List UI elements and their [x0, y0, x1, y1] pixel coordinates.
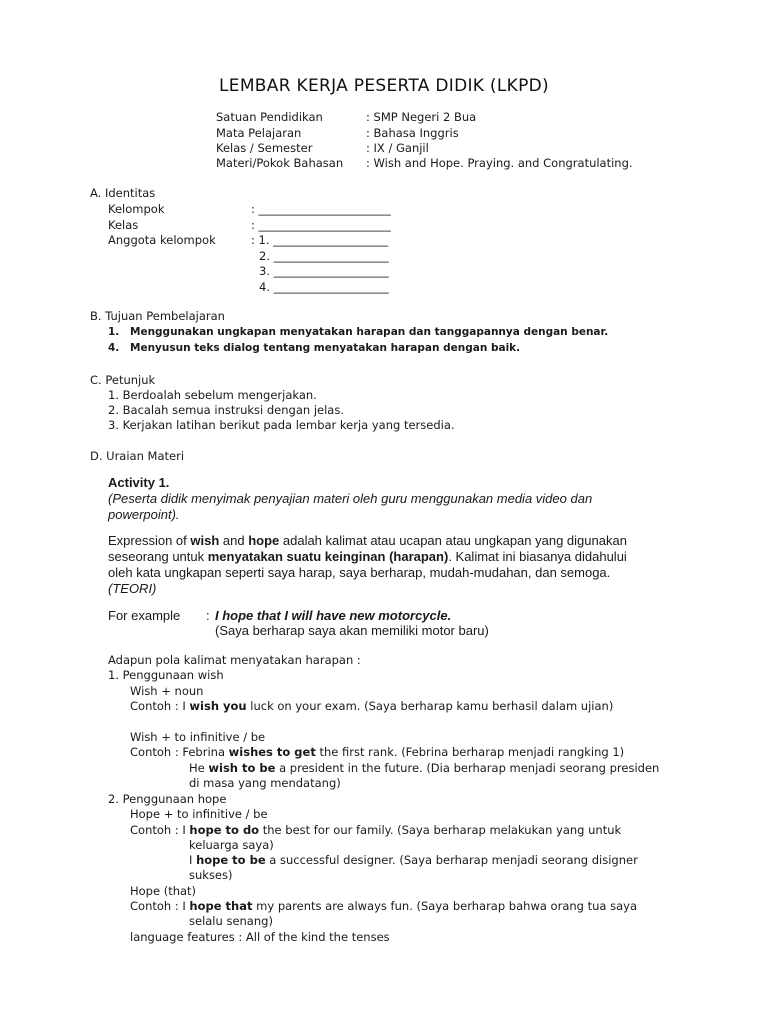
example-line — [130, 699, 613, 714]
info-label: Kelas / Semester — [216, 141, 313, 155]
example-line: selalu senang) — [189, 914, 273, 928]
text-run: the first rank. (Febrina berharap menjadi rangking 1) — [315, 745, 625, 759]
text-run: . Kalimat ini biasanya didahului — [448, 549, 627, 564]
text-run: hope to do — [189, 823, 260, 837]
text-run: wishes to get — [228, 745, 316, 759]
text-run: wish to be — [208, 761, 276, 775]
list-item: 3. Kerjakan latihan berikut pada lembar kerja yang tersedia. — [108, 418, 455, 432]
example-line — [189, 853, 638, 868]
example-label: For example — [108, 608, 181, 623]
example-line — [189, 761, 659, 776]
kelompok-label: Kelompok — [108, 202, 165, 216]
text-run: Contoh : I — [130, 899, 190, 913]
text-run: hope to be — [196, 853, 266, 867]
list-number: 1. — [108, 326, 120, 338]
text-run: menyatakan suatu keinginan (harapan) — [207, 549, 449, 564]
language-features: language features : All of the kind the tenses — [130, 930, 390, 944]
text-run: hope — [248, 533, 280, 548]
example-colon: : — [206, 608, 210, 623]
text-run: Contoh : I — [130, 699, 190, 713]
text-run: and — [219, 533, 249, 548]
text-run: hope that — [189, 899, 253, 913]
activity-note: powerpoint). — [108, 507, 180, 522]
pattern-line: Wish + to infinitive / be — [130, 730, 266, 744]
page-title: LEMBAR KERJA PESERTA DIDIK (LKPD) — [219, 76, 549, 96]
text-run: adalah kalimat atau ucapan atau ungkapan yang digunakan — [279, 533, 627, 548]
text-run: Contoh : Febrina — [130, 745, 229, 759]
theory-tag: (TEORI) — [108, 581, 157, 596]
example-line — [130, 745, 624, 760]
theory-line — [108, 533, 627, 549]
info-label: Materi/Pokok Bahasan — [216, 156, 344, 170]
example-line — [130, 899, 637, 914]
hope-heading: 2. Penggunaan hope — [108, 792, 227, 806]
example-line: sukses) — [189, 868, 233, 882]
wish-heading: 1. Penggunaan wish — [108, 668, 224, 682]
kelas-field[interactable]: : _______________________ — [251, 218, 391, 232]
anggota-field[interactable]: : 1. ____________________ — [251, 233, 389, 247]
anggota-field[interactable]: 4. ____________________ — [259, 280, 389, 294]
theory-line — [108, 549, 627, 565]
text-run: my parents are always fun. (Saya berharap bahwa orang tua saya — [252, 899, 637, 913]
anggota-label: Anggota kelompok — [108, 233, 216, 247]
text-run: luck on your exam. (Saya berharap kamu berhasil dalam ujian) — [246, 699, 614, 713]
text-run: wish you — [189, 699, 247, 713]
text-run: a president in the future. (Dia berharap menjadi seorang presiden — [275, 761, 660, 775]
text-run: wish — [190, 533, 220, 548]
example-line — [130, 823, 621, 838]
list-item: Menggunakan ungkapan menyatakan harapan dan tanggapannya dengan benar. — [130, 326, 609, 338]
section-heading: D. Uraian Materi — [90, 449, 185, 463]
text-run: He — [189, 761, 209, 775]
info-label: Mata Pelajaran — [216, 126, 302, 140]
list-item: Menyusun teks dialog tentang menyatakan harapan dengan baik. — [130, 342, 521, 354]
list-number: 4. — [108, 342, 120, 354]
section-heading: B. Tujuan Pembelajaran — [90, 309, 225, 323]
info-label: Satuan Pendidikan — [216, 110, 323, 124]
anggota-field[interactable]: 2. ____________________ — [259, 249, 389, 263]
pattern-line: Hope + to infinitive / be — [130, 807, 268, 821]
example-sentence: I hope that I will have new motorcycle. — [215, 608, 452, 623]
section-heading: C. Petunjuk — [90, 373, 156, 387]
example-translation: (Saya berharap saya akan memiliki motor baru) — [215, 623, 489, 638]
text-run: Contoh : I — [130, 823, 190, 837]
text-run: seseorang untuk — [108, 549, 208, 564]
section-heading: A. Identitas — [90, 186, 156, 200]
theory-line: oleh kata ungkapan seperti saya harap, saya berharap, mudah-mudahan, dan semoga. — [108, 565, 611, 580]
example-line: di masa yang mendatang) — [189, 776, 341, 790]
kelas-label: Kelas — [108, 218, 139, 232]
example-line: keluarga saya) — [189, 838, 274, 852]
anggota-field[interactable]: 3. ____________________ — [259, 264, 389, 278]
text-run: I — [189, 853, 197, 867]
list-item: 1. Berdoalah sebelum mengerjakan. — [108, 388, 317, 402]
info-value: : IX / Ganjil — [366, 141, 429, 155]
activity-title: Activity 1. — [108, 475, 170, 490]
text-run: Expression of — [108, 533, 191, 548]
info-value: : Wish and Hope. Praying. and Congratulating. — [366, 156, 633, 170]
list-item: 2. Bacalah semua instruksi dengan jelas. — [108, 403, 344, 417]
info-value: : SMP Negeri 2 Bua — [366, 110, 477, 124]
pattern-line: Hope (that) — [130, 884, 197, 898]
text-run: the best for our family. (Saya berharap melakukan yang untuk — [259, 823, 622, 837]
activity-note: (Peserta didik menyimak penyajian materi oleh guru menggunakan media video dan — [108, 491, 593, 506]
pattern-line: Wish + noun — [130, 684, 204, 698]
info-value: : Bahasa Inggris — [366, 126, 459, 140]
text-run: a successful designer. (Saya berharap menjadi seorang disigner — [265, 853, 638, 867]
kelompok-field[interactable]: : _______________________ — [251, 202, 391, 216]
pola-intro: Adapun pola kalimat menyatakan harapan : — [108, 653, 361, 667]
